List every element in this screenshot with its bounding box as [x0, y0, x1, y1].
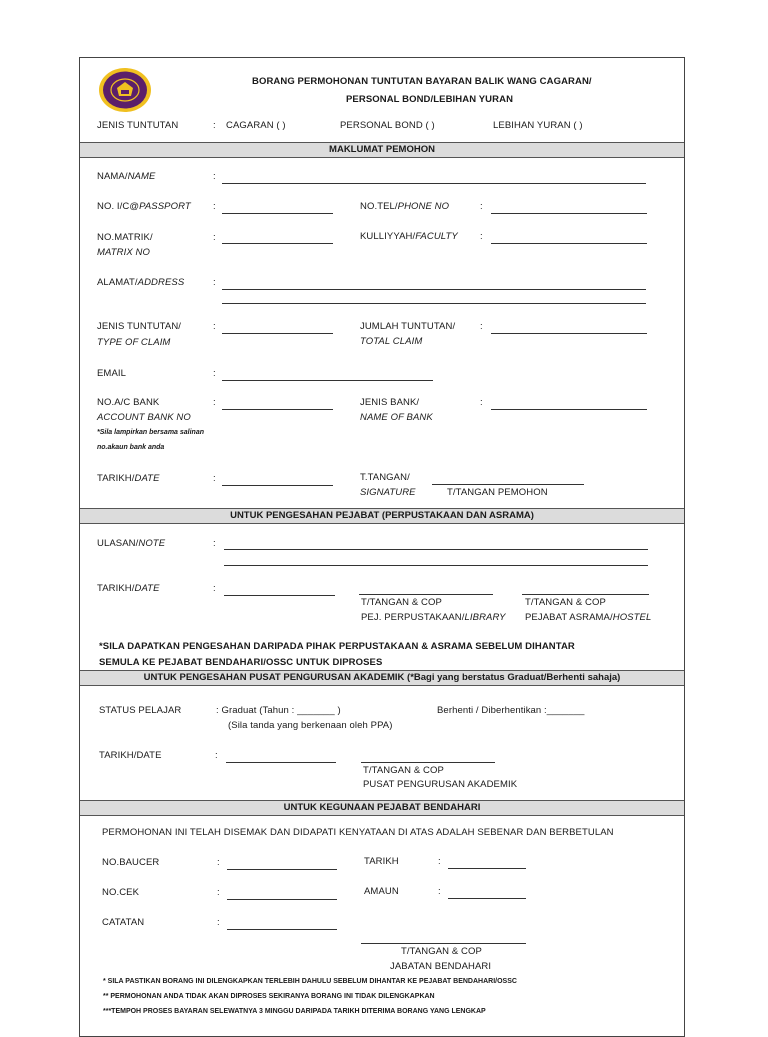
- address-input-line-2[interactable]: [222, 303, 646, 304]
- address-label: ALAMAT/ADDRESS: [97, 277, 185, 288]
- colon: :: [217, 857, 220, 868]
- option-personal-bond-checkbox[interactable]: PERSONAL BOND ( ): [340, 120, 435, 131]
- colon: :: [480, 231, 483, 242]
- verification-notice-line2: SEMULA KE PEJABAT BENDAHARI/OSSC UNTUK DIPROSES: [99, 657, 383, 668]
- colon: :: [480, 397, 483, 408]
- colon: :: [217, 887, 220, 898]
- account-note-line1: *Sila lampirkan bersama salinan: [97, 429, 204, 436]
- applicant-signature-caption: T/TANGAN PEMOHON: [447, 487, 548, 498]
- total-claim-label-en: TOTAL CLAIM: [360, 336, 423, 347]
- bursary-stamp-caption: T/TANGAN & COP: [401, 946, 482, 957]
- hostel-stamp-caption: T/TANGAN & COP: [525, 597, 606, 608]
- section-header-maklumat-pemohon: MAKLUMAT PEMOHON: [80, 142, 684, 158]
- matrix-label-en: MATRIX NO: [97, 247, 150, 258]
- form-title-line2: PERSONAL BOND/LEBIHAN YURAN: [346, 94, 514, 105]
- academic-date-input-line[interactable]: [226, 762, 336, 763]
- matrix-label: NO.MATRIK/: [97, 232, 153, 243]
- claim-type-label: JENIS TUNTUTAN: [97, 120, 179, 131]
- footnote-2: ** PERMOHONAN ANDA TIDAK AKAN DIPROSES SEKIRANYA BORANG INI TIDAK DILENGKAPKAN: [103, 993, 435, 1000]
- ppa-instruction: (Sila tanda yang berkenaan oleh PPA): [228, 720, 393, 731]
- footnote-3: ***TEMPOH PROSES BAYARAN SELEWATNYA 3 MINGGU DARIPADA TARIKH DITERIMA BORANG YANG LENGKAP: [103, 1008, 486, 1015]
- amount-input-line[interactable]: [448, 898, 526, 899]
- colon: :: [213, 538, 216, 549]
- colon: :: [213, 232, 216, 243]
- signature-label-en: SIGNATURE: [360, 487, 416, 498]
- bursary-signature-line[interactable]: [361, 943, 526, 944]
- amount-label: AMAUN: [364, 886, 399, 897]
- colon: :: [213, 473, 216, 484]
- colon: :: [480, 201, 483, 212]
- graduate-option[interactable]: : Graduat (Tahun : _______ ): [216, 705, 341, 716]
- library-stamp-caption: T/TANGAN & COP: [361, 597, 442, 608]
- bank-name-label: JENIS BANK/: [360, 397, 420, 408]
- claim-type-field-label-en: TYPE OF CLAIM: [97, 337, 171, 348]
- colon: :: [213, 397, 216, 408]
- colon: :: [480, 321, 483, 332]
- total-claim-input-line[interactable]: [491, 333, 647, 334]
- bursary-statement: PERMOHONAN INI TELAH DISEMAK DAN DIDAPATI KENYATAAN DI ATAS ADALAH SEBENAR DAN BERBETULAN: [102, 827, 614, 838]
- colon: :: [438, 886, 441, 897]
- colon: :: [213, 277, 216, 288]
- library-signature-line[interactable]: [359, 594, 493, 595]
- colon: :: [213, 171, 216, 182]
- library-office-caption: PEJ. PERPUSTAKAAN/LIBRARY: [361, 612, 506, 623]
- email-label: EMAIL: [97, 368, 127, 379]
- address-input-line-1[interactable]: [222, 289, 646, 290]
- signature-input-line[interactable]: [432, 484, 584, 485]
- date-input-line[interactable]: [222, 485, 333, 486]
- colon: :: [438, 856, 441, 867]
- claim-type-input-line[interactable]: [222, 333, 333, 334]
- claim-type-field-label: JENIS TUNTUTAN/: [97, 321, 182, 332]
- faculty-label: KULLIYYAH/FACULTY: [360, 231, 458, 242]
- academic-stamp-caption: T/TANGAN & COP: [363, 765, 444, 776]
- bank-name-input-line[interactable]: [491, 409, 647, 410]
- office-date-input-line[interactable]: [224, 595, 335, 596]
- remarks-label: CATATAN: [102, 917, 145, 928]
- bursary-date-input-line[interactable]: [448, 868, 526, 869]
- academic-office-caption: PUSAT PENGURUSAN AKADEMIK: [363, 779, 518, 790]
- hostel-office-caption: PEJABAT ASRAMA/HOSTEL: [525, 612, 652, 623]
- student-status-label: STATUS PELAJAR: [99, 705, 182, 716]
- footnote-1: * SILA PASTIKAN BORANG INI DILENGKAPKAN TERLEBIH DAHULU SEBELUM DIHANTAR KE PEJABAT BENDAHARI/OSSC: [103, 978, 517, 985]
- hostel-signature-line[interactable]: [522, 594, 649, 595]
- colon: :: [213, 583, 216, 594]
- name-label: NAMA/NAME: [97, 171, 156, 182]
- colon: :: [213, 321, 216, 332]
- bursary-date-label: TARIKH: [364, 856, 399, 867]
- section-header-pengesahan-akademik: UNTUK PENGESAHAN PUSAT PENGURUSAN AKADEMIK (*Bagi yang berstatus Graduat/Berhenti sahaja): [80, 670, 684, 686]
- colon: :: [213, 120, 216, 131]
- phone-input-line[interactable]: [491, 213, 647, 214]
- account-input-line[interactable]: [222, 409, 333, 410]
- note-input-line-2[interactable]: [224, 565, 648, 566]
- email-input-line[interactable]: [222, 380, 433, 381]
- form-title-line1: BORANG PERMOHONAN TUNTUTAN BAYARAN BALIK WANG CAGARAN/: [252, 76, 592, 87]
- voucher-input-line[interactable]: [227, 869, 337, 870]
- office-date-label: TARIKH/DATE: [97, 583, 160, 594]
- date-label: TARIKH/DATE: [97, 473, 160, 484]
- ic-passport-label: NO. I/C@PASSPORT: [97, 201, 191, 212]
- account-note-line2: no.akaun bank anda: [97, 444, 165, 451]
- colon: :: [213, 201, 216, 212]
- remarks-input-line[interactable]: [227, 929, 337, 930]
- bank-name-label-en: NAME OF BANK: [360, 412, 433, 423]
- section-header-pejabat-bendahari: UNTUK KEGUNAAN PEJABAT BENDAHARI: [80, 800, 684, 816]
- section-header-pengesahan-pejabat: UNTUK PENGESAHAN PEJABAT (PERPUSTAKAAN DAN ASRAMA): [80, 508, 684, 524]
- note-label: ULASAN/NOTE: [97, 538, 166, 549]
- option-cagaran-checkbox[interactable]: CAGARAN ( ): [226, 120, 286, 131]
- name-input-line[interactable]: [222, 183, 646, 184]
- verification-notice-line1: *SILA DAPATKAN PENGESAHAN DARIPADA PIHAK PERPUSTAKAAN & ASRAMA SEBELUM DIHANTAR: [99, 641, 575, 652]
- university-seal-logo: [97, 66, 153, 114]
- note-input-line-1[interactable]: [224, 549, 648, 550]
- colon: :: [215, 750, 218, 761]
- voucher-label: NO.BAUCER: [102, 857, 160, 868]
- bursary-office-caption: JABATAN BENDAHARI: [390, 961, 492, 972]
- account-label: NO.A/C BANK: [97, 397, 160, 408]
- signature-label: T.TANGAN/: [360, 472, 410, 483]
- option-lebihan-yuran-checkbox[interactable]: LEBIHAN YURAN ( ): [493, 120, 583, 131]
- colon: :: [217, 917, 220, 928]
- academic-date-label: TARIKH/DATE: [99, 750, 162, 761]
- account-label-en: ACCOUNT BANK NO: [97, 412, 191, 423]
- faculty-input-line[interactable]: [491, 243, 647, 244]
- cheque-input-line[interactable]: [227, 899, 337, 900]
- total-claim-label: JUMLAH TUNTUTAN/: [360, 321, 456, 332]
- matrix-input-line[interactable]: [222, 243, 333, 244]
- withdrawn-option[interactable]: Berhenti / Diberhentikan :_______: [437, 705, 585, 716]
- phone-label: NO.TEL/PHONE NO: [360, 201, 450, 212]
- ic-passport-input-line[interactable]: [222, 213, 333, 214]
- academic-signature-line[interactable]: [361, 762, 495, 763]
- cheque-label: NO.CEK: [102, 887, 140, 898]
- colon: :: [213, 368, 216, 379]
